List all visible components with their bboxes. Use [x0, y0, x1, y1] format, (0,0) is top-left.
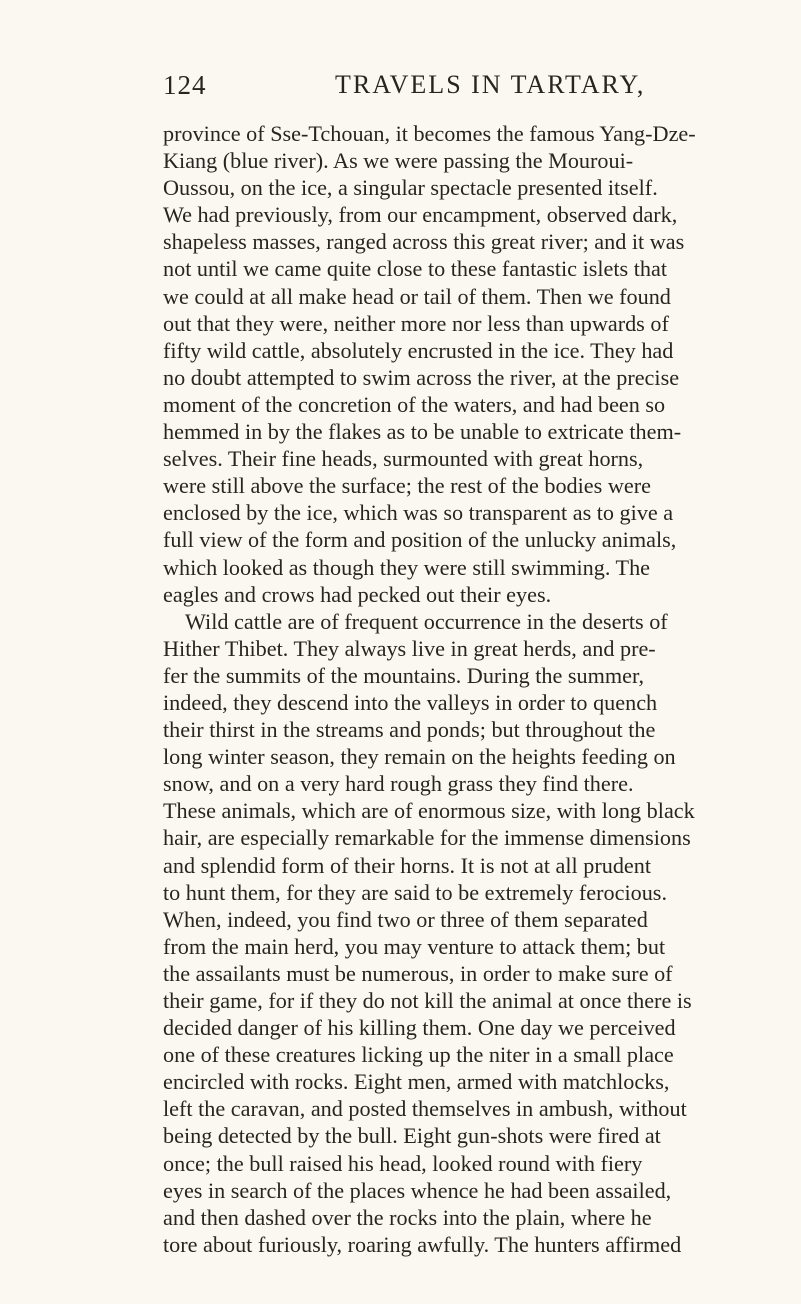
text-line: hemmed in by the flakes as to be unable to extricate them-	[163, 419, 682, 445]
text-line: enclosed by the ice, which was so transparent as to give a	[163, 500, 674, 526]
text-line: fer the summits of the mountains. During the summer,	[163, 662, 644, 688]
text-line: which looked as though they were still swimming. The	[163, 554, 651, 580]
text-line: hair, are especially remarkable for the immense dimensions	[163, 825, 691, 851]
text-line: These animals, which are of enormous size, with long black	[163, 798, 695, 824]
text-line: once; the bull raised his head, looked round with fiery	[163, 1150, 643, 1176]
running-head	[163, 70, 646, 104]
text-line: Wild cattle are of frequent occurrence in the deserts of	[185, 608, 668, 634]
text-line: encircled with rocks. Eight men, armed with matchlocks,	[163, 1069, 670, 1095]
text-line: fifty wild cattle, absolutely encrusted in the ice. They had	[163, 337, 674, 363]
text-line: the assailants must be numerous, in order to make sure of	[163, 960, 673, 986]
body-text	[163, 120, 696, 1258]
text-line: Oussou, on the ice, a singular spectacle presented itself.	[163, 175, 658, 201]
text-line: we could at all make head or tail of them. Then we found	[163, 283, 671, 309]
text-line: their thirst in the streams and ponds; but throughout the	[163, 717, 656, 743]
text-line: decided danger of his killing them. One day we perceived	[163, 1015, 676, 1041]
text-line: and splendid form of their horns. It is not at all prudent	[163, 852, 652, 878]
text-line: and then dashed over the rocks into the plain, where he	[163, 1204, 652, 1230]
text-line: their game, for if they do not kill the animal at once there is	[163, 988, 692, 1013]
text-line: from the main herd, you may venture to attack them; but	[163, 933, 666, 959]
text-line: shapeless masses, ranged across this great river; and it was	[163, 229, 685, 255]
text-line: to hunt them, for they are said to be extremely ferocious.	[163, 879, 667, 905]
text-line: When, indeed, you find two or three of them separated	[163, 906, 648, 932]
text-line: indeed, they descend into the valleys in order to quench	[163, 689, 658, 715]
text-line: tore about furiously, roaring awfully. The hunters affirmed	[163, 1231, 682, 1257]
running-title: TRAVELS IN TARTARY,	[335, 70, 646, 99]
text-line: eagles and crows had pecked out their eyes.	[163, 581, 552, 607]
text-line: one of these creatures licking up the niter in a small place	[163, 1042, 674, 1068]
text-line: Kiang (blue river). As we were passing the Mouroui-	[163, 148, 634, 174]
text-line: eyes in search of the places whence he had been assailed,	[163, 1177, 672, 1203]
text-line: province of Sse-Tchouan, it becomes the famous Yang-Dze-	[163, 121, 696, 146]
text-line: snow, and on a very hard rough grass they find there.	[163, 771, 634, 797]
text-line: long winter season, they remain on the heights feeding on	[163, 744, 676, 770]
text-line: Hither Thibet. They always live in great herds, and pre-	[163, 635, 656, 661]
text-line: out that they were, neither more nor less than upwards of	[163, 310, 669, 336]
text-line: We had previously, from our encampment, observed dark,	[163, 202, 678, 228]
text-line: full view of the form and position of the unlucky animals,	[163, 527, 677, 553]
text-line: were still above the surface; the rest of the bodies were	[163, 473, 651, 499]
text-line: no doubt attempted to swim across the river, at the precise	[163, 364, 680, 390]
text-line: left the caravan, and posted themselves in ambush, without	[163, 1096, 687, 1122]
text-line: being detected by the bull. Eight gun-shots were fired at	[163, 1123, 661, 1149]
text-line: selves. Their fine heads, surmounted with great horns,	[163, 446, 644, 472]
text-line: moment of the concretion of the waters, and had been so	[163, 391, 666, 417]
text-line: not until we came quite close to these fantastic islets that	[163, 256, 668, 282]
page-number: 124	[163, 70, 207, 100]
